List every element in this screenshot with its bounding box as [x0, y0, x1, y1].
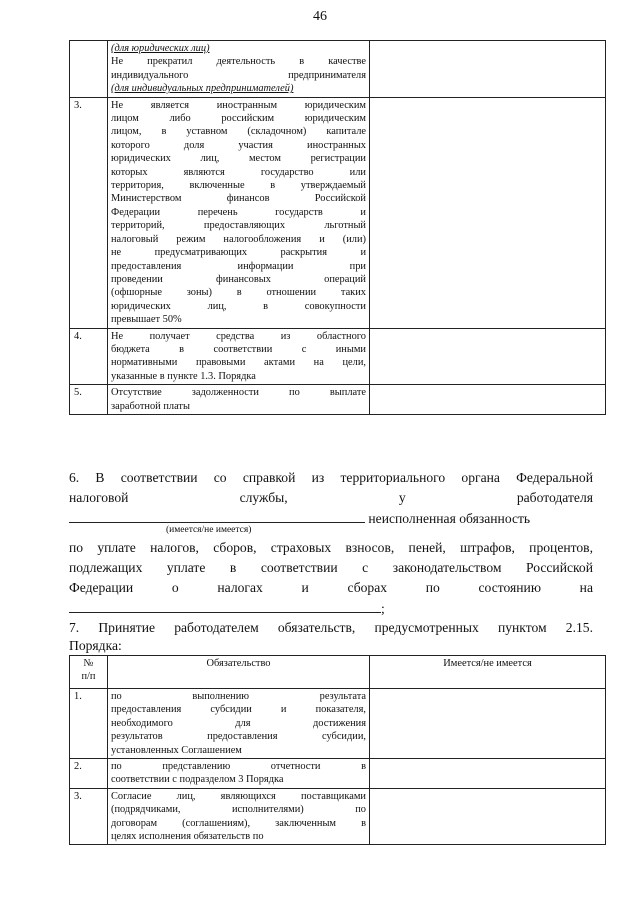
description-line: по представлению отчетности в — [111, 761, 366, 773]
description-line: проведении финансовых операций — [111, 273, 366, 285]
row-description — [108, 759, 370, 789]
section-6-line-7-end: ; — [381, 601, 385, 616]
row-number: 2. — [70, 759, 108, 789]
section-6-line-3-text: неисполненная обязанность — [368, 511, 531, 526]
row-description — [108, 41, 370, 98]
row-status-cell[interactable] — [370, 385, 606, 415]
section-6-line-7 — [69, 598, 593, 619]
description-line: (офшорные зоны) в отношении таких — [111, 287, 366, 299]
row-description — [108, 788, 370, 845]
section-6-line-2: налоговой службы, у работодателя — [69, 490, 593, 505]
page-number: 46 — [313, 9, 327, 24]
description-line: Не получает средства из областного — [111, 330, 366, 342]
description-line: территория, включенные в утверждаемый — [111, 180, 366, 192]
section-6-line-1: 6. В соответствии со справкой из территориального органа Федеральной — [69, 470, 593, 485]
description-line: (подрядчиками, исполнителями) по — [111, 804, 366, 816]
row-status-cell[interactable] — [370, 328, 606, 385]
description-line: Министерством финансов Российской — [111, 193, 366, 205]
section-6-line-3 — [69, 508, 593, 529]
row-number: 1. — [70, 689, 108, 759]
row-status-cell[interactable] — [370, 788, 606, 845]
row-number: 3. — [70, 97, 108, 328]
row-number: 5. — [70, 385, 108, 415]
description-line: договорам (соглашениям), заключенным в — [111, 817, 366, 829]
description-line: Согласие лиц, являющихся поставщиками — [111, 790, 366, 802]
description-line: (для юридических лиц) — [111, 43, 210, 54]
description-line: предоставления субсидии и показателя, — [111, 704, 366, 716]
table-row — [70, 385, 606, 415]
obligations-table — [69, 655, 606, 845]
description-line: необходимого для достижения — [111, 717, 366, 729]
section-7-paragraph — [69, 618, 593, 654]
table-row — [70, 97, 606, 328]
description-line: индивидуального предпринимателя — [111, 69, 366, 81]
description-line: предоставления информации при — [111, 260, 366, 272]
description-line: заработной платы — [111, 400, 190, 412]
description-line: Не является иностранным юридическим — [111, 99, 366, 111]
section-7-line-1: 7. Принятие работодателем обязательств, предусмотренных пунктом 2.15. — [69, 620, 593, 635]
section-6-line-6: Федерации о налогах и сборах по состоянию на — [69, 580, 593, 595]
description-line: юридических лиц, местом регистрации — [111, 153, 366, 165]
fill-blank-date[interactable] — [69, 598, 381, 613]
criteria-table — [69, 40, 606, 415]
description-line: Не прекратил деятельность в качестве — [111, 56, 366, 68]
header-obligation: Обязательство — [108, 656, 370, 689]
header-num: № п/п — [70, 656, 108, 689]
description-line: по выполнению результата — [111, 691, 366, 702]
description-line: установленных Соглашением — [111, 744, 242, 756]
description-line: целях исполнения обязательств по — [111, 831, 264, 843]
row-status-cell[interactable] — [370, 41, 606, 98]
description-line: налоговый режим налогообложения и (или) — [111, 233, 366, 245]
description-line: превышает 50% — [111, 314, 182, 326]
table-row — [70, 689, 606, 759]
description-line: территорий, предоставляющих льготный — [111, 220, 366, 232]
description-line: которого доля участия иностранных — [111, 139, 366, 151]
description-line: лицом, в уставном (складочном) капитале — [111, 126, 366, 138]
description-line: лицом либо российским юридическим — [111, 113, 366, 125]
description-line: бюджета в соответствии с иными — [111, 343, 366, 355]
description-line: (для индивидуальных предпринимателей) — [111, 83, 294, 95]
row-description — [108, 385, 370, 415]
row-description — [108, 328, 370, 385]
row-number — [70, 41, 108, 98]
description-line: нормативными правовыми актами на цели, — [111, 357, 366, 369]
blank-caption: (имеется/не имеется) — [166, 525, 252, 535]
description-line: которых являются государство или — [111, 166, 366, 178]
section-6-paragraph — [69, 468, 593, 529]
section-7-line-2: Порядка: — [69, 638, 122, 653]
row-status-cell[interactable] — [370, 689, 606, 759]
description-line: результатов предоставления субсидии, — [111, 731, 366, 743]
description-line: не предусматривающих раскрытия и — [111, 247, 366, 259]
header-status: Имеется/не имеется — [370, 656, 606, 689]
row-number: 3. — [70, 788, 108, 845]
table-row — [70, 41, 606, 98]
description-line: Отсутствие задолженности по выплате — [111, 387, 366, 399]
table-row — [70, 328, 606, 385]
description-line: Федерации перечень государств и — [111, 206, 366, 218]
row-status-cell[interactable] — [370, 97, 606, 328]
description-line: соответствии с подразделом 3 Порядка — [111, 774, 284, 786]
row-description — [108, 689, 370, 759]
row-status-cell[interactable] — [370, 759, 606, 789]
table-header-row — [70, 656, 606, 689]
row-description — [108, 97, 370, 328]
fill-blank-status[interactable] — [69, 508, 365, 523]
table-row — [70, 759, 606, 789]
description-line: юридических лиц, в совокупности — [111, 300, 366, 312]
section-6-line-5: подлежащих уплате в соответствии с законодательством Российской — [69, 560, 593, 575]
description-line: указанные в пункте 1.3. Порядка — [111, 370, 256, 382]
section-6-line-4: по уплате налогов, сборов, страховых взносов, пеней, штрафов, процентов, — [69, 540, 593, 555]
section-6-continuation — [69, 538, 593, 619]
table-row — [70, 788, 606, 845]
row-number: 4. — [70, 328, 108, 385]
